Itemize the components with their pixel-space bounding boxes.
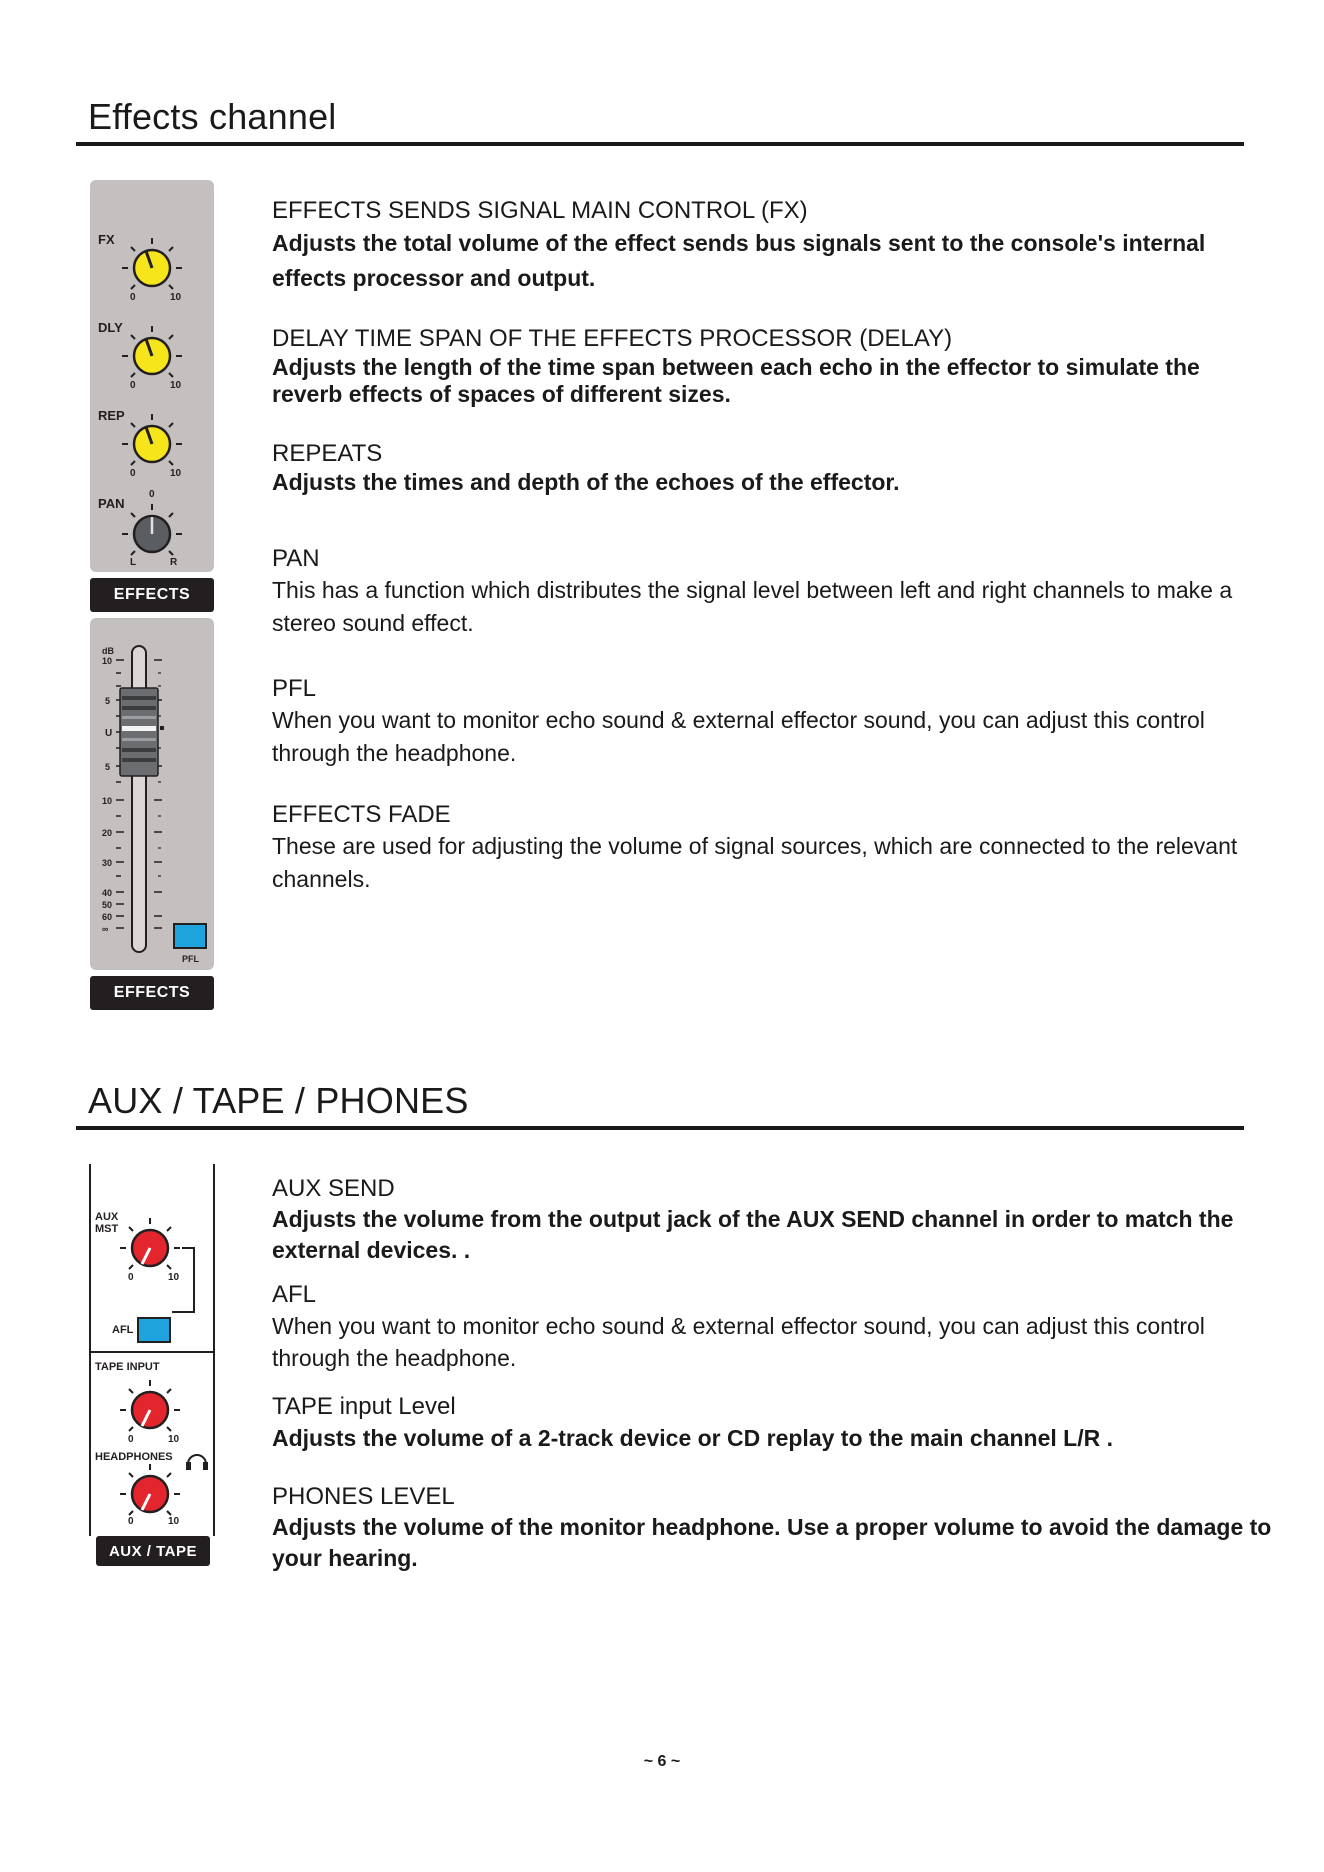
svg-text:DLY: DLY: [98, 320, 123, 335]
svg-text:50: 50: [102, 900, 113, 910]
svg-text:30: 30: [102, 858, 113, 868]
entry-heading: PAN: [272, 545, 320, 572]
entry-heading: DELAY TIME SPAN OF THE EFFECTS PROCESSOR (DELAY): [272, 325, 953, 352]
svg-text:5: 5: [105, 762, 111, 772]
svg-text:10: 10: [170, 292, 182, 303]
entry-body: Adjusts the times and depth of the echoes of the effector.: [272, 469, 900, 495]
svg-text:5: 5: [105, 696, 111, 706]
entry-effects-fade: [272, 800, 1272, 896]
entry-heading: EFFECTS FADE: [272, 801, 451, 828]
entry-pfl: [272, 674, 1272, 770]
section-title-aux: AUX / TAPE / PHONES: [88, 1080, 469, 1121]
svg-text:20: 20: [102, 828, 113, 838]
afl-label: AFL: [112, 1324, 134, 1336]
entry-body: Adjusts the volume from the output jack of the AUX SEND channel in order to match the external devices. .: [272, 1206, 1234, 1263]
svg-text:MST: MST: [95, 1223, 119, 1235]
pfl-label: PFL: [182, 954, 199, 964]
entry-body: When you want to monitor echo sound & external effector sound, you can adjust this control through the headphone.: [272, 1313, 1205, 1371]
fader-scale: [102, 646, 114, 934]
entry-heading: PFL: [272, 675, 317, 702]
entry-aux-send: [272, 1174, 1302, 1266]
fx-knob[interactable]: [98, 232, 182, 303]
effects-knobs-svg: [90, 180, 214, 572]
entry-body: Adjusts the total volume of the effect sends bus signals sent to the console's internal effects processor and output.: [272, 230, 1206, 291]
entry-heading: EFFECTS SENDS SIGNAL MAIN CONTROL (FX): [272, 197, 808, 224]
svg-text:0: 0: [130, 380, 136, 391]
entry-heading: PHONES LEVEL: [272, 1483, 455, 1510]
svg-text:TAPE INPUT: TAPE INPUT: [95, 1361, 160, 1373]
svg-text:FX: FX: [98, 232, 115, 247]
entry-body: Adjusts the volume of a 2-track device or CD replay to the main channel L/R .: [272, 1425, 1113, 1451]
svg-text:10: 10: [168, 1272, 180, 1283]
entry-body: Adjusts the volume of the monitor headphone. Use a proper volume to avoid the damage to your hearing.: [272, 1514, 1272, 1571]
section-rule: [76, 142, 1244, 146]
rep-knob[interactable]: [98, 408, 182, 479]
svg-text:10: 10: [168, 1434, 180, 1445]
svg-text:HEADPHONES: HEADPHONES: [95, 1451, 173, 1463]
effects-knob-panel: [90, 180, 214, 572]
headphones-knob[interactable]: [95, 1451, 208, 1527]
effects-label-bar-top: EFFECTS: [90, 578, 214, 612]
page-number: ~ 6 ~: [643, 1753, 681, 1770]
entry-body: These are used for adjusting the volume of signal sources, which are connected to the relevant channels.: [272, 833, 1238, 892]
effects-fader-cap[interactable]: [120, 688, 164, 776]
entry-heading: TAPE input Level: [272, 1393, 456, 1420]
svg-text:60: 60: [102, 912, 113, 922]
svg-text:AUX: AUX: [95, 1211, 119, 1223]
svg-text:0: 0: [128, 1516, 134, 1527]
svg-text:∞: ∞: [102, 924, 109, 934]
entry-delay: [272, 324, 1272, 408]
svg-text:L: L: [130, 557, 137, 568]
tape-input-knob[interactable]: [95, 1361, 180, 1445]
effects-fader-panel: [90, 618, 214, 970]
afl-button[interactable]: [138, 1318, 170, 1342]
svg-text:0: 0: [149, 489, 155, 500]
svg-text:0: 0: [128, 1272, 134, 1283]
svg-text:dB: dB: [102, 646, 114, 656]
entry-heading: REPEATS: [272, 440, 383, 467]
entry-pan: [272, 544, 1272, 640]
entry-body: This has a function which distributes the signal level between left and right channels to make a stereo sound effect.: [272, 577, 1233, 636]
svg-text:R: R: [170, 557, 178, 568]
svg-text:PAN: PAN: [98, 496, 125, 511]
svg-text:U: U: [105, 728, 113, 739]
entry-fx: [272, 196, 1272, 296]
pan-knob[interactable]: [98, 489, 182, 568]
aux-master-knob[interactable]: [95, 1211, 180, 1283]
aux-strip-svg: [86, 1164, 218, 1536]
svg-text:REP: REP: [98, 408, 125, 423]
entry-body: When you want to monitor echo sound & external effector sound, you can adjust this control through the headphone.: [272, 707, 1205, 766]
svg-text:0: 0: [130, 468, 136, 479]
section-rule: [76, 1126, 1244, 1130]
effects-fader-svg: [90, 618, 214, 970]
svg-text:0: 0: [128, 1434, 134, 1445]
entry-tape-input: [272, 1392, 1272, 1454]
section-title-effects: Effects channel: [88, 96, 337, 137]
headphones-icon: [186, 1455, 208, 1470]
entry-heading: AFL: [272, 1281, 317, 1308]
aux-tape-label-bar: AUX / TAPE: [96, 1536, 210, 1566]
entry-phones-level: [272, 1482, 1272, 1574]
entry-body: Adjusts the length of the time span between each echo in the effector to simulate the reverb effects of spaces of different sizes.: [272, 354, 1200, 407]
svg-text:10: 10: [102, 656, 113, 666]
svg-text:10: 10: [170, 380, 182, 391]
svg-text:0: 0: [130, 292, 136, 303]
entry-heading: AUX SEND: [272, 1175, 395, 1202]
entry-afl: [272, 1280, 1272, 1374]
svg-text:10: 10: [170, 468, 182, 479]
effects-label-bar-bottom: EFFECTS: [90, 976, 214, 1010]
entry-repeats: [272, 439, 1272, 496]
svg-text:10: 10: [102, 796, 113, 806]
svg-text:10: 10: [168, 1516, 180, 1527]
svg-text:40: 40: [102, 888, 113, 898]
pfl-button[interactable]: [174, 924, 206, 948]
dly-knob[interactable]: [98, 320, 182, 391]
